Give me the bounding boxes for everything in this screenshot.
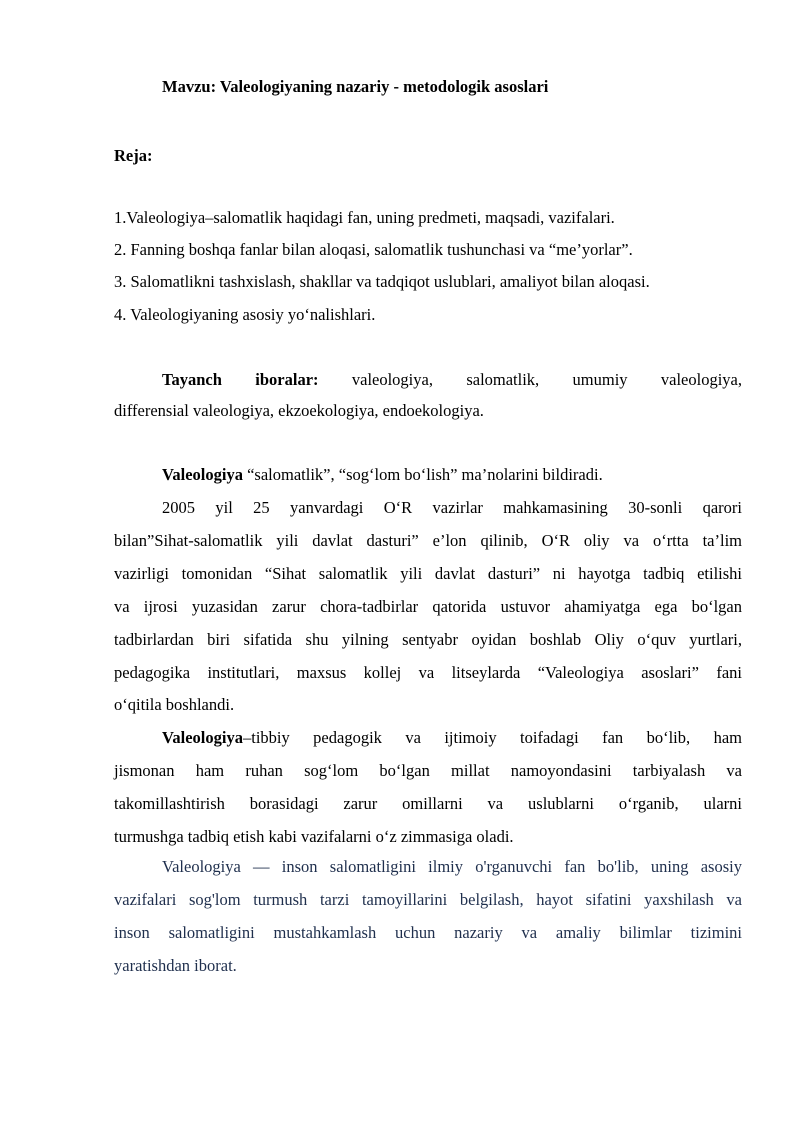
- paragraph-line: takomillashtirish borasidagi zarur omillarni va uslublarni o‘rganib, ularni: [114, 794, 742, 813]
- paragraph-line: inson salomatligini mustahkamlash uchun nazariy va amaliy bilimlar tizimini: [114, 923, 742, 942]
- plan-item: 1.Valeologiya–salomatlik haqidagi fan, uning predmeti, maqsadi, vazifalari.: [114, 208, 615, 227]
- term: Valeologiya: [162, 728, 243, 747]
- plan-item: 2. Fanning boshqa fanlar bilan aloqasi, salomatlik tushunchasi va “me’yorlar”.: [114, 240, 633, 259]
- paragraph-line: vazirligi tomonidan “Sihat salomatlik yili davlat dasturi” ni hayotga tadbiq etilishi: [114, 564, 742, 583]
- term: Valeologiya: [162, 465, 243, 484]
- paragraph-line: bilan”Sihat-salomatlik yili davlat dasturi” e’lon qilinib, O‘R oliy va o‘rtta ta’lim: [114, 531, 742, 550]
- paragraph-line: 2005 yil 25 yanvardagi O‘R vazirlar mahkamasining 30-sonli qarori: [162, 498, 742, 517]
- keywords-label: Tayanch iboralar:: [162, 370, 319, 389]
- paragraph-line: va ijrosi yuzasidan zarur chora-tadbirlar qatorida ustuvor ahamiyatga ega bo‘lgan: [114, 597, 742, 616]
- paragraph-line: pedagogika institutlari, maxsus kollej va litseylarda “Valeologiya asoslari” fani: [114, 663, 742, 682]
- paragraph-line: Valeologiya — inson salomatligini ilmiy o'rganuvchi fan bo'lib, uning asosiy: [162, 857, 742, 876]
- page-title: Mavzu: Valeologiyaning nazariy - metodologik asoslari: [162, 77, 549, 96]
- paragraph-line: vazifalari sog'lom turmush tarzi tamoyillarini belgilash, hayot sifatini yaxshilash va: [114, 890, 742, 909]
- plan-item: 4. Valeologiyaning asosiy yo‘nalishlari.: [114, 305, 376, 324]
- plan-heading: Reja:: [114, 146, 153, 165]
- keywords-text: differensial valeologiya, ekzoekologiya, endoekologiya.: [114, 401, 484, 420]
- keywords-line: [162, 370, 742, 390]
- paragraph-line: turmushga tadbiq etish kabi vazifalarni o‘z zimmasiga oladi.: [114, 827, 514, 846]
- paragraph-line: yaratishdan iborat.: [114, 956, 237, 975]
- paragraph-line: Valeologiya–tibbiy pedagogik va ijtimoiy toifadagi fan bo‘lib, ham: [162, 728, 742, 747]
- paragraph-line: o‘qitila boshlandi.: [114, 695, 235, 714]
- paragraph-line: Valeologiya “salomatlik”, “sog‘lom bo‘lish” ma’nolarini bildiradi.: [162, 465, 603, 484]
- paragraph-line: tadbirlardan biri sifatida shu yilning sentyabr oyidan boshlab Oliy o‘quv yurtlari,: [114, 630, 742, 649]
- keywords-text: valeologiya, salomatlik, umumiy valeologiya,: [318, 370, 742, 389]
- paragraph-line: jismonan ham ruhan sog‘lom bo‘lgan millat namoyondasini tarbiyalash va: [114, 761, 742, 780]
- plan-item: 3. Salomatlikni tashxislash, shakllar va tadqiqot uslublari, amaliyot bilan aloqasi.: [114, 272, 650, 291]
